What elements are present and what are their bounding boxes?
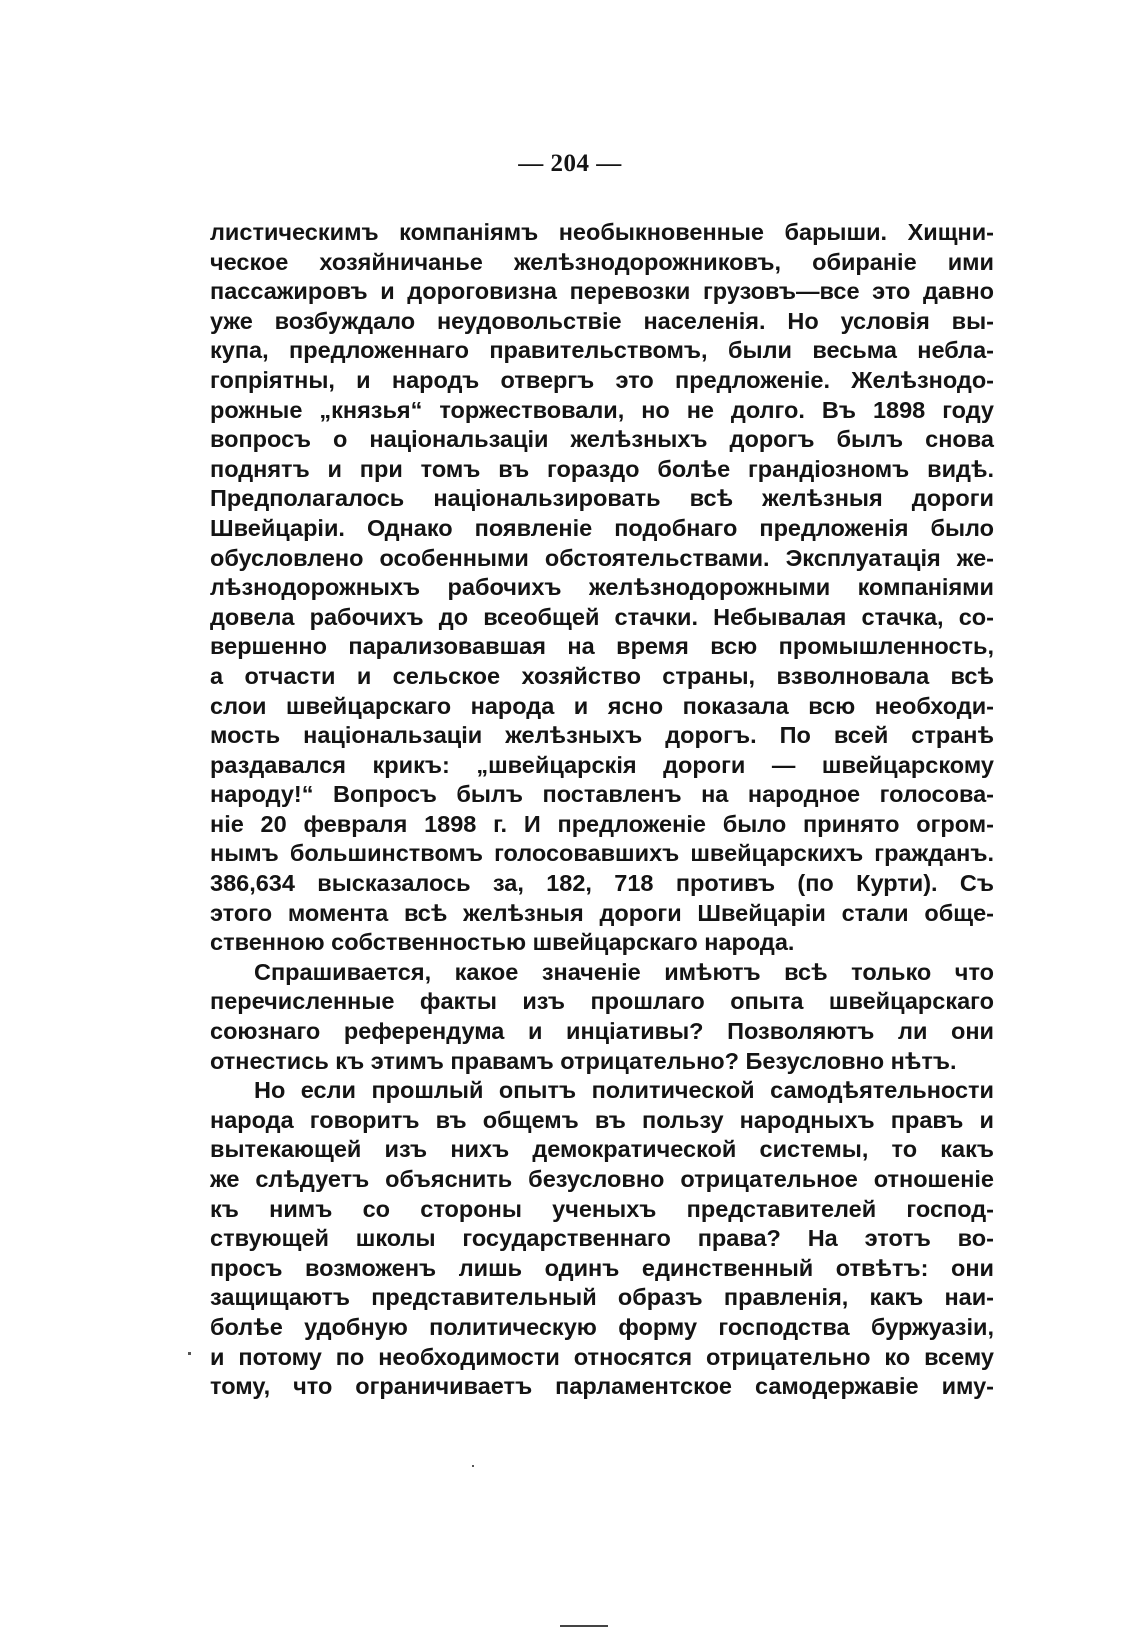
text-line: перечисленные факты изъ прошлаго опыта швейцарскаго xyxy=(210,988,994,1015)
text-line: къ нимъ со стороны ученыхъ представителей господ- xyxy=(210,1195,994,1222)
text-line: лѣзнодорожныхъ рабочихъ желѣзнодорожными компаніями xyxy=(210,574,994,601)
text-line: Швейцаріи. Однако появленіе подобнаго предложенія было xyxy=(210,514,994,541)
text-line: тому, что ограничиваетъ парламентское самодержавіе иму- xyxy=(210,1373,994,1400)
bottom-rule xyxy=(560,1625,608,1627)
text-line: ніе 20 февраля 1898 г. И предложеніе было принято огром- xyxy=(210,810,994,837)
scan-speck xyxy=(188,1352,191,1355)
text-line: 386,634 высказалось за, 182, 718 противъ (по Курти). Съ xyxy=(210,870,994,897)
text-line: ственною собственностью швейцарскаго народа. xyxy=(210,929,795,956)
text-line: поднятъ и при томъ въ гораздо болѣе грандіозномъ видѣ. xyxy=(210,455,994,482)
text-line: гопріятны, и народъ отвергъ это предложеніе. Желѣзнодо- xyxy=(210,366,994,393)
page-number: — 204 — xyxy=(518,150,622,177)
text-line: раздавался крикъ: „швейцарскія дороги — швейцарскому xyxy=(210,751,994,778)
scan-speck xyxy=(472,1465,474,1467)
text-line: вопросъ о національзаціи желѣзныхъ дорогъ былъ снова xyxy=(210,426,994,453)
text-line: пассажировъ и дороговизна перевозки грузовъ—все это давно xyxy=(210,278,994,305)
text-line: листическимъ компаніямъ необыкновенные барыши. Хищни- xyxy=(210,219,994,245)
text-line: защищаютъ представительный образъ правленія, какъ наи- xyxy=(210,1284,994,1311)
text-line: этого момента всѣ желѣзныя дороги Швейцаріи стали обще- xyxy=(210,899,994,926)
text-line: слои швейцарскаго народа и ясно показала всю необходи- xyxy=(210,692,994,719)
text-line: отнестись къ этимъ правамъ отрицательно? Безусловно нѣтъ. xyxy=(210,1047,957,1074)
text-line: обусловлено особенными обстоятельствами. Эксплуатація же- xyxy=(210,544,994,571)
text-line: болѣе удобную политическую форму господства буржуазіи, xyxy=(210,1313,994,1340)
text-line: уже возбуждало неудовольствіе населенія. Но условія вы- xyxy=(210,307,994,334)
text-line: Предполагалось національзировать всѣ желѣзныя дороги xyxy=(210,485,994,512)
text-line: а отчасти и сельское хозяйство страны, взволновала всѣ xyxy=(210,662,994,689)
text-line: купа, предложеннаго правительствомъ, были весьма небла- xyxy=(210,337,994,364)
paragraph-first-line: Но если прошлый опытъ политической самодѣятельности xyxy=(254,1077,994,1104)
text-line: ствующей школы государственнаго права? На этотъ во- xyxy=(210,1225,994,1252)
text-line: ческое хозяйничанье желѣзнодорожниковъ, обираніе ими xyxy=(210,248,994,275)
text-line: рожные „князья“ торжествовали, но не долго. Въ 1898 году xyxy=(210,396,994,423)
text-line: просъ возможенъ лишь одинъ единственный отвѣтъ: они xyxy=(210,1254,994,1281)
body-text xyxy=(210,218,994,1402)
text-line: союзнаго референдума и инціативы? Позволяютъ ли они xyxy=(210,1018,994,1045)
text-line: народа говоритъ въ общемъ въ пользу народныхъ правъ и xyxy=(210,1106,994,1133)
text-line: довела рабочихъ до всеобщей стачки. Небывалая стачка, со- xyxy=(210,603,994,630)
text-line: нымъ большинствомъ голосовавшихъ швейцарскихъ гражданъ. xyxy=(210,840,994,867)
text-line: и потому по необходимости относятся отрицательно ко всему xyxy=(210,1343,994,1370)
text-line: мость національзаціи желѣзныхъ дорогъ. По всей странѣ xyxy=(210,722,994,749)
paragraph-first-line: Спрашивается, какое значеніе имѣютъ всѣ только что xyxy=(254,958,994,985)
text-line: же слѣдуетъ объяснить безусловно отрицательное отношеніе xyxy=(210,1166,994,1192)
text-line: вершенно парализовавшая на время всю промышленность, xyxy=(210,633,994,660)
text-line: народу!“ Вопросъ былъ поставленъ на народное голосова- xyxy=(210,781,994,808)
text-line: вытекающей изъ нихъ демократической системы, то какъ xyxy=(210,1136,994,1163)
